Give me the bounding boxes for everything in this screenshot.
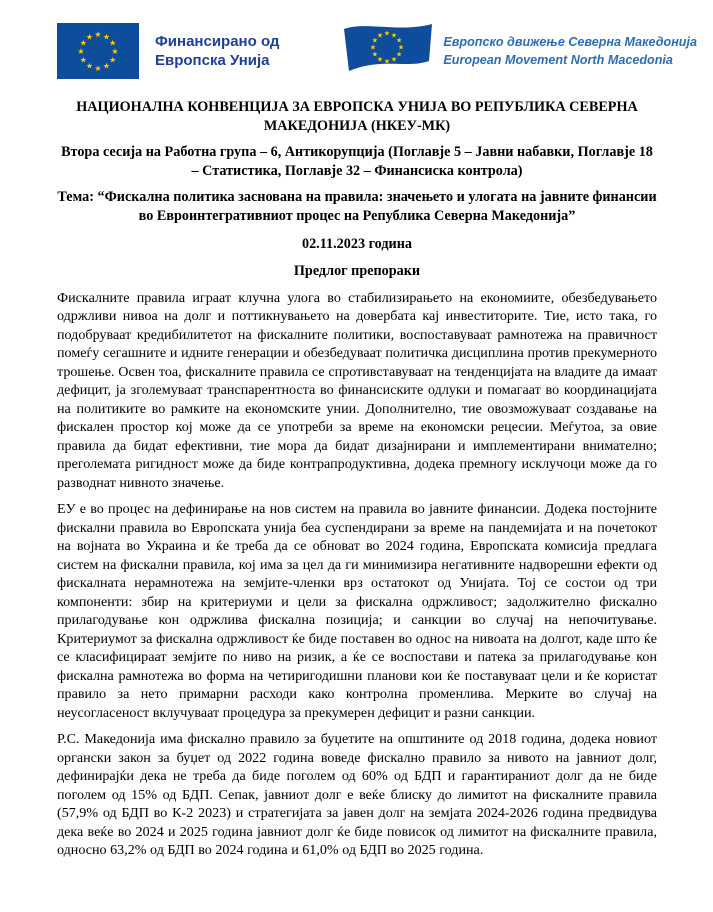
svg-text:★: ★ xyxy=(85,32,94,42)
svg-text:★: ★ xyxy=(102,61,111,71)
svg-text:★: ★ xyxy=(398,43,405,52)
svg-text:★: ★ xyxy=(372,36,379,45)
svg-text:★: ★ xyxy=(377,55,384,64)
movement-caption-line2: European Movement North Macedonia xyxy=(443,53,673,67)
svg-text:★: ★ xyxy=(94,30,102,39)
logo-header xyxy=(57,20,697,82)
svg-text:★: ★ xyxy=(391,31,398,40)
session-heading: Втора сесија на Работна група – 6, Антикорупција (Поглавје 5 – Јавни набавки, Поглавје 18 – Статистика, Поглавје 32 – Финансиска контрола) xyxy=(61,144,653,179)
svg-text:★: ★ xyxy=(79,38,87,48)
svg-text:★: ★ xyxy=(370,43,377,52)
funded-caption-line1: Финансирано од xyxy=(155,33,280,50)
svg-text:★: ★ xyxy=(396,36,403,45)
waving-eu-flag-icon xyxy=(342,20,434,82)
svg-text:★: ★ xyxy=(377,31,384,40)
svg-text:★: ★ xyxy=(77,47,85,56)
svg-text:★: ★ xyxy=(109,55,117,65)
funded-caption-line2: Европска Унија xyxy=(155,52,270,69)
svg-text:★: ★ xyxy=(396,50,403,59)
european-movement-caption xyxy=(443,33,697,69)
svg-text:★: ★ xyxy=(85,61,94,71)
svg-text:★: ★ xyxy=(391,55,398,64)
theme-heading: Тема: “Фискална политика заснована на правила: значењето и улогата на јавните финансии во Евроинтегративниот процес на Република Северна Македонија” xyxy=(57,189,657,224)
svg-text:★: ★ xyxy=(79,55,87,65)
svg-text:★: ★ xyxy=(102,32,111,42)
svg-text:★: ★ xyxy=(94,64,102,73)
eu-flag-icon xyxy=(57,23,139,79)
eu-funded-logo xyxy=(57,23,279,79)
document-title: НАЦИОНАЛНА КОНВЕНЦИЈА ЗА ЕВРОПСКА УНИЈА ВО РЕПУБЛИКА СЕВЕРНА МАКЕДОНИЈА (НКЕУ-МК) xyxy=(76,99,638,134)
movement-caption-line1: Европско движење Северна Македонија xyxy=(443,35,697,49)
paragraph-macedonia-fiscal-rule: Р.С. Македонија има фискално правило за буџетите на општините од 2018 година, додека новиот органски закон за буџет од 2022 година воведе фискално правило за нивото на јавниот долг, дефинирајќи дека не треба да биде поголем од 60% од БДП и гарантираниот долг да не биде поголем од 15% од БДП. Сепак, јавниот долг е веќе блиску до лимитот на фискалните правила (57,9% од БДП во К-2 2023) и стратегијата за јавен долг на земјата 2024-2026 година предвидува дека веќе во 2024 и 2025 година јавниот долг ќе биде повисок од лимитот на фискалните правила, односно 63,2% од БДП во 2024 година и 61,0% од БДП во 2025 година. xyxy=(57,731,657,859)
eu-funded-caption xyxy=(155,32,279,70)
svg-text:★: ★ xyxy=(384,29,391,38)
paragraph-eu-new-rules: ЕУ е во процес на дефинирање на нов систем на правила во јавните финансии. Додека постојните фискални правила во Европската унија беа суспендирани за време на пандемијата и на почетокот на војната во Украина и ќе треба да се обноват во 2024 година, Европската комисија предлага систем на фискални правила, кој има за цел да ги минимизира негативните надворешни ефекти од фискалната нерамнотежа на земјите-членки врз остатокот од Унијата. Тој се состои од три компоненти: збир на критериуми и цели за фискална одржливост; задолжително фискално прилагодување кон одржлива фискална позиција; и санкции во случај на непочитување. Критериумот за фискална одржливост ќе биде поставен во однос на нивоата на долгот, каде што ќе се класифицираат земјите по ниво на ризик, а ќе се воспостави и патека за прилагодување кон фискална рамнотежа во форма на четиригодишни планови кои ќе поставуваат цели и ќе користат правило за нето примарни расходи како контролна променлива. Мерките во случај на неусогласеност вклучуваат процедура за прекумерен дефицит и разни санкции. xyxy=(57,501,657,721)
svg-text:★: ★ xyxy=(109,38,117,48)
document-content xyxy=(57,98,657,860)
recommendations-heading: Предлог препораки xyxy=(293,263,421,280)
document-date: 02.11.2023 година xyxy=(301,235,412,252)
svg-text:★: ★ xyxy=(384,57,391,66)
svg-text:★: ★ xyxy=(111,47,119,56)
european-movement-logo xyxy=(342,20,697,82)
svg-text:★: ★ xyxy=(372,50,379,59)
paragraph-fiscal-rules-role: Фискалните правила играат клучна улога во стабилизирањето на економиите, обезбедувањето одржливи нивоа на долг и поттикнувањето на довербата кај инвеститорите. Тие, исто така, го подобруваат кредибилитетот на фискалните политики, воспоставуваат рамнотежа на правичност помеѓу сегашните и идните генерации и обезбедуваат политичка дисциплина против прекумерното трошење. Освен тоа, фискалните правила се спротивставуваат на тенденцијата на владите да имаат дефицит, ја зголемуваат транспарентноста во финансиските одлуки и помагаат во координацијата на политиките во рамките на економските унии. Дополнително, тие овозможуваат создавање на фискален простор кој може да се употреби за време на економски рецесии. Меѓутоа, за овие правила да бидат ефективни, тие мора да бидат дизајнирани и имплементирани внимателно; преголемата ригидност може да биде контрапродуктивна, додека премногу исклучоци може да го разводнат нивното значење. xyxy=(57,289,657,491)
document-page xyxy=(0,20,713,912)
